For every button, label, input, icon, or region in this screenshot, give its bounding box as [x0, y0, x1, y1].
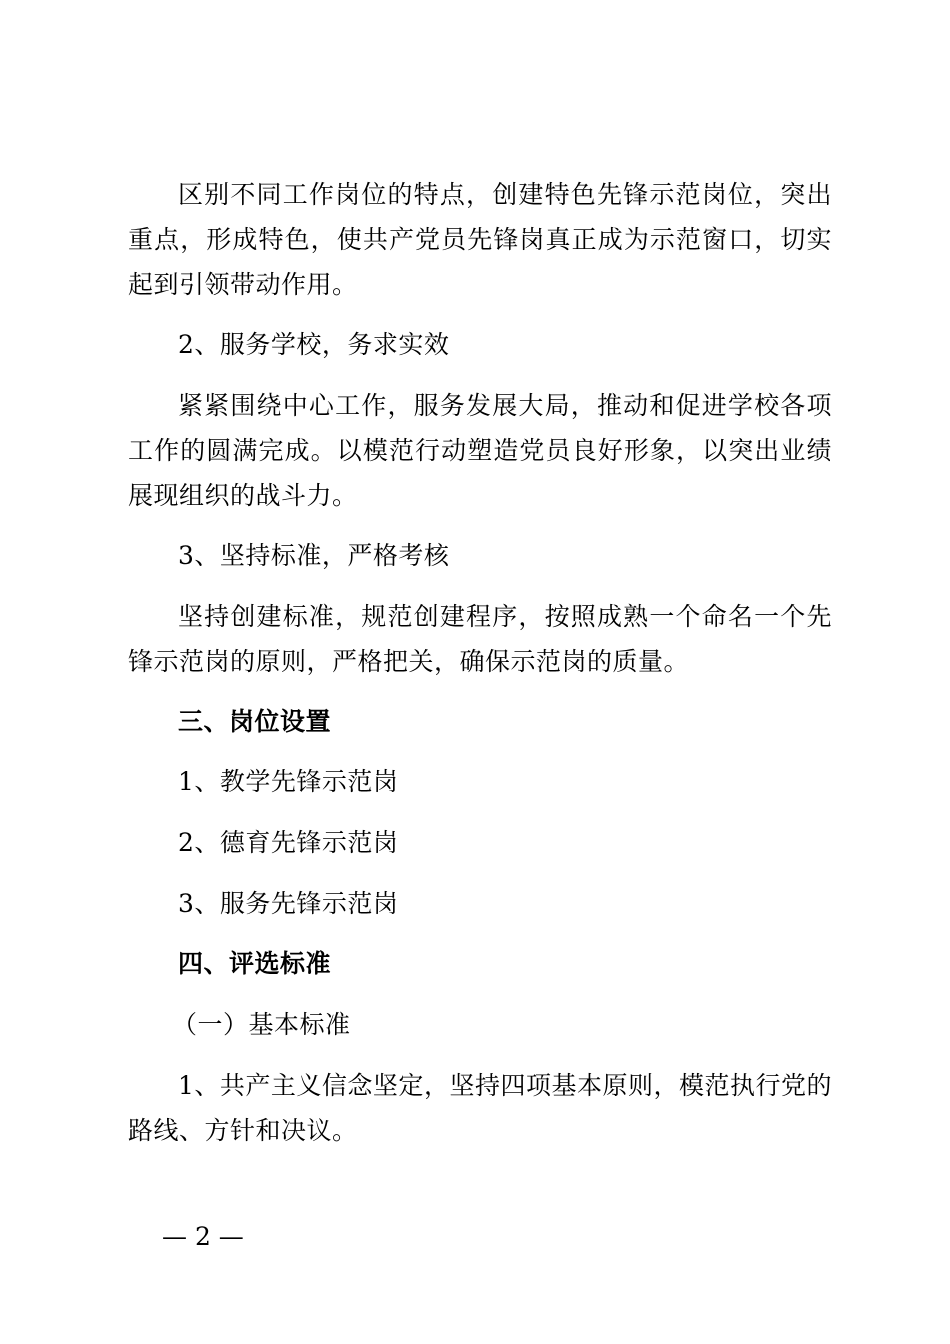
paragraph-serve-school: 紧紧围绕中心工作，服务发展大局，推动和促进学校各项工作的圆满完成。以模范行动塑造党员良好形象，以突出业绩展现组织的战斗力。	[128, 391, 832, 510]
heading-standards: 3、坚持标准，严格考核	[178, 541, 450, 570]
list-item-service-post: 3、服务先锋示范岗	[178, 889, 399, 918]
list-item-teaching-post: 1、教学先锋示范岗	[178, 767, 399, 796]
page-number: — 2 —	[162, 1222, 244, 1251]
subheading-basic-criteria: （一）基本标准	[172, 1010, 351, 1039]
heading-serve-school: 2、服务学校，务求实效	[178, 330, 450, 359]
section-heading-post-setup: 三、岗位设置	[178, 707, 332, 736]
paragraph-standards: 坚持创建标准，规范创建程序，按照成熟一个命名一个先锋示范岗的原则，严格把关，确保示范岗的质量。	[128, 602, 832, 676]
list-item-moral-post: 2、德育先锋示范岗	[178, 828, 399, 857]
paragraph-characteristics: 区别不同工作岗位的特点，创建特色先锋示范岗位，突出重点，形成特色，使共产党员先锋岗真正成为示范窗口，切实起到引领带动作用。	[128, 180, 832, 299]
paragraph-criterion-1: 1、共产主义信念坚定，坚持四项基本原则，模范执行党的路线、方针和决议。	[128, 1071, 832, 1145]
section-heading-criteria: 四、评选标准	[178, 949, 332, 978]
